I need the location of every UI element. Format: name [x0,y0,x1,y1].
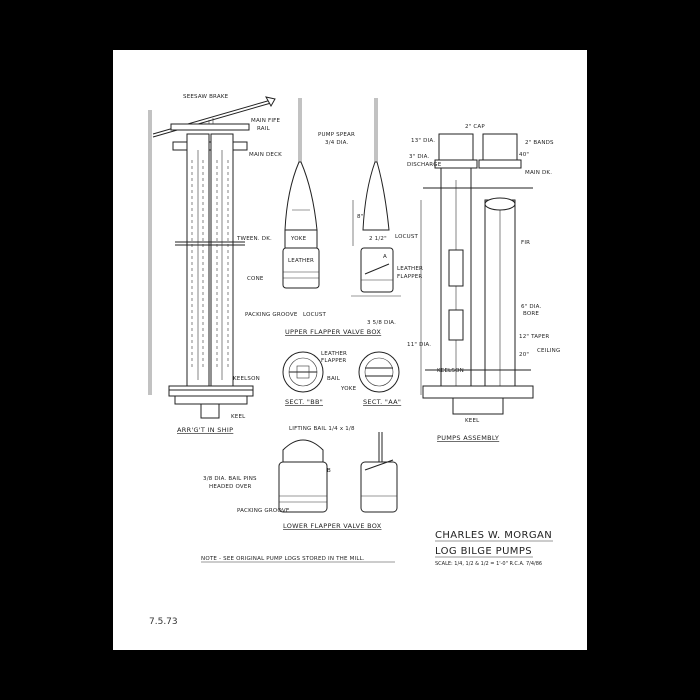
dim-20-label: 20" [519,352,530,358]
keel-2-label: KEEL [465,418,480,424]
fir-label: FIR [521,240,531,246]
main-dk-label: MAIN DK. [525,170,553,176]
cone-label: CONE [247,276,264,282]
packing-groove-label: PACKING GROOVE [245,312,298,318]
sect-bail-label: BAIL [327,376,341,382]
discharge-label: 3" DIA. [409,154,430,160]
sect-flapper-label: FLAPPER [321,358,347,364]
locust-label-2: LOCUST [395,234,419,240]
upper-flapper-valve-box-title: UPPER FLAPPER VALVE BOX [285,328,382,336]
packing-groove-2-label: PACKING GROOVE [237,508,290,514]
seesaw-brake-label: SEESAW BRAKE [183,94,229,100]
discharge-label-2: DISCHARGE [407,162,442,168]
dim-2-5-label: 2 1/2" [369,236,387,242]
sect-aa-title: SECT. "AA" [363,398,402,406]
leather-flapper-label-2: FLAPPER [397,274,423,280]
sect-bb-title: SECT. "BB" [285,398,324,406]
handwritten-date: 7.5.73 [149,617,178,627]
a-mark-label: A [383,254,387,260]
yoke-label: YOKE [291,236,307,242]
sect-leather-label: LEATHER [321,351,348,357]
drawing-sheet [113,50,587,650]
leather-label: LEATHER [288,258,315,264]
title-block-line3: SCALE: 1/4, 1/2 & 1/2 = 1'-0" R.C.A. 7/4/86 [435,561,543,567]
dim-40-label: 40" [519,152,530,158]
keel-label: KEEL [231,414,246,420]
pump-spear-label: PUMP SPEAR [318,132,356,138]
keelson-2-label: KEELSON [437,368,464,374]
taper-label: 12" TAPER [519,334,550,340]
lower-flapper-valve-box-title: LOWER FLAPPER VALVE BOX [283,522,382,530]
lifting-bail-label: LIFTING BAIL 1/4 x 1/8 [289,426,355,432]
b-mark-label: B [327,468,331,474]
pump-spear-dia-label: 3/4 DIA. [325,140,349,146]
keelson-label: KEELSON [233,376,260,382]
dim-8-label: 8" [357,214,364,220]
dia-13-label: 13" DIA. [411,138,436,144]
sect-yoke-label: YOKE [341,386,357,392]
main-deck-label: MAIN DECK [249,152,282,158]
locust-label: LOCUST [303,312,327,318]
title-block-line1: CHARLES W. MORGAN [435,530,553,541]
dia-label: 3 5/8 DIA. [367,320,397,326]
bail-pins-label: 3/8 DIA. BAIL PINS [203,476,257,482]
upper-flapper-valve-drawing [283,98,401,296]
note-text: NOTE - SEE ORIGINAL PUMP LOGS STORED IN THE MILL. [201,556,365,562]
dia-11-label: 11" DIA. [407,342,432,348]
bore-label-2: BORE [523,311,540,317]
main-fife-rail-label-2: RAIL [257,126,270,132]
ceiling-label: CEILING [537,348,561,354]
arrangement-in-ship-title: ARR'G'T IN SHIP [177,426,234,434]
technical-drawing [113,50,587,650]
bore-label: 6" DIA. [521,304,542,310]
bail-pins-label-2: HEADED OVER [209,484,252,490]
tween-deck-label: TWEEN. DK. [237,236,272,242]
leather-flapper-label: LEATHER [397,266,424,272]
cap-label: 2" CAP [465,124,485,130]
arrangement-in-ship-view [149,97,275,418]
bands-label: 2" BANDS [525,140,554,146]
pumps-assembly-title: PUMPS ASSEMBLY [437,434,500,442]
main-fife-rail-label: MAIN FIFE [251,118,281,124]
lower-flapper-valve-drawing [279,432,397,512]
title-block-line2: LOG BILGE PUMPS [435,546,532,557]
